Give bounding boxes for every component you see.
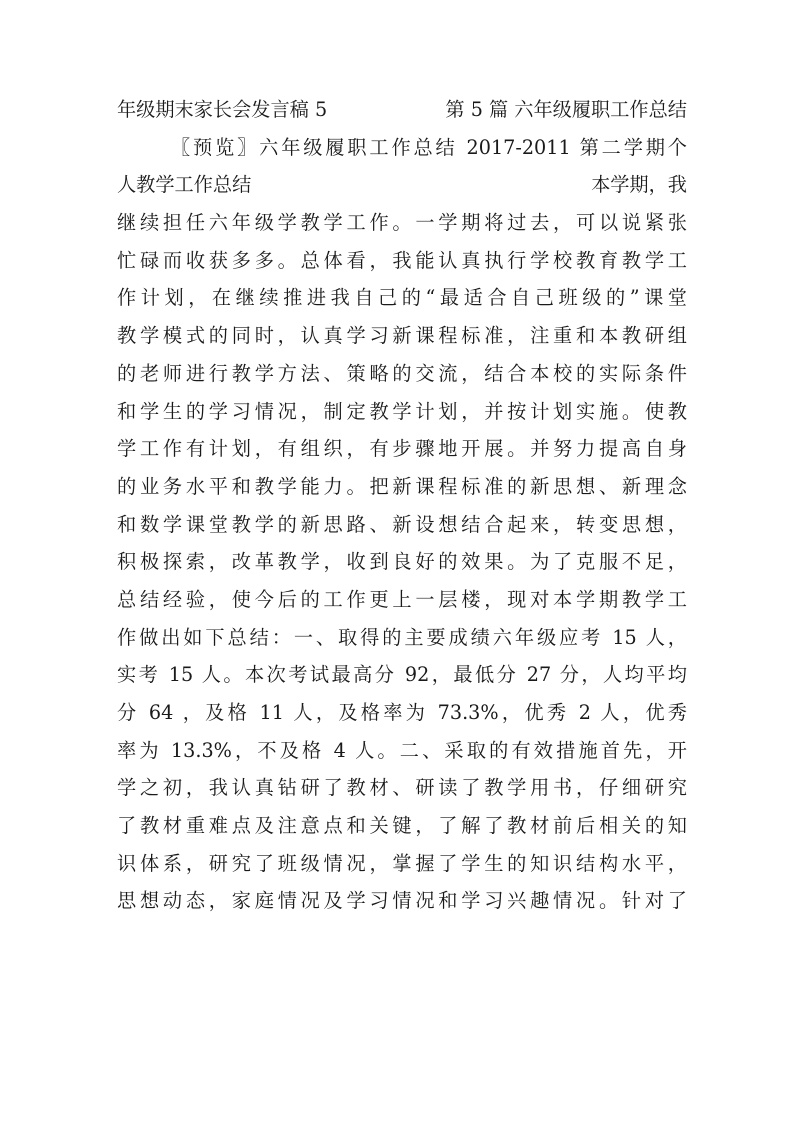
paragraph-line: 的业务水平和教学能力。把新课程标准的新思想、新理念	[117, 474, 687, 498]
title-left: 年级期末家长会发言稿 5	[117, 98, 328, 121]
title-right: 第 5 篇 六年级履职工作总结	[445, 98, 687, 121]
paragraph-line: 学之初，我认真钻研了教材、研读了教学用书，仔细研究	[117, 776, 687, 800]
paragraph-line: 继续担任六年级学教学工作。一学期将过去，可以说紧张	[117, 211, 687, 235]
paragraph-line: 识体系，研究了班级情况，掌握了学生的知识结构水平，	[117, 851, 687, 875]
paragraph-line: 总结经验，使今后的工作更上一层楼，现对本学期教学工	[117, 587, 687, 611]
paragraph-line: 作做出如下总结：一、取得的主要成绩六年级应考 15 人，	[117, 625, 687, 649]
paragraph-line-split	[117, 166, 687, 204]
paragraph-line: 率为 13.3%，不及格 4 人。二、采取的有效措施首先，开	[117, 738, 687, 762]
paragraph-line: 积极探索，改革教学，收到良好的效果。为了克服不足，	[117, 550, 687, 574]
document-body	[117, 91, 687, 920]
paragraph-line: 思想动态，家庭情况及学习情况和学习兴趣情况。针对了	[117, 889, 687, 913]
paragraph-line: 了教材重难点及注意点和关键，了解了教材前后相关的知	[117, 814, 687, 838]
title-line	[117, 91, 687, 129]
paragraph-line: 和数学课堂教学的新思路、新设想结合起来，转变思想，	[117, 512, 687, 536]
paragraph-line: 〖预览〗六年级履职工作总结 2017-2011 第二学期个	[171, 135, 687, 159]
paragraph-line: 作计划，在继续推进我自己的“最适合自己班级的”课堂	[117, 286, 687, 310]
paragraph-line: 学工作有计划，有组织，有步骤地开展。并努力提高自身	[117, 437, 687, 461]
paragraph-line: 实考 15 人。本次考试最高分 92，最低分 27 分，人均平均	[117, 663, 687, 687]
paragraph-line: 分 64 ，及格 11 人，及格率为 73.3%，优秀 2 人，优秀	[117, 701, 687, 724]
paragraph-line: 和学生的学习情况，制定教学计划，并按计划实施。使教	[117, 399, 687, 423]
line-left: 人教学工作总结	[117, 173, 252, 197]
paragraph-line: 的老师进行教学方法、策略的交流，结合本校的实际条件	[117, 361, 687, 385]
line-right: 本学期，我	[591, 173, 687, 197]
paragraph-line: 教学模式的同时，认真学习新课程标准，注重和本教研组	[117, 324, 687, 348]
paragraph-line: 忙碌而收获多多。总体看，我能认真执行学校教育教学工	[117, 248, 687, 272]
